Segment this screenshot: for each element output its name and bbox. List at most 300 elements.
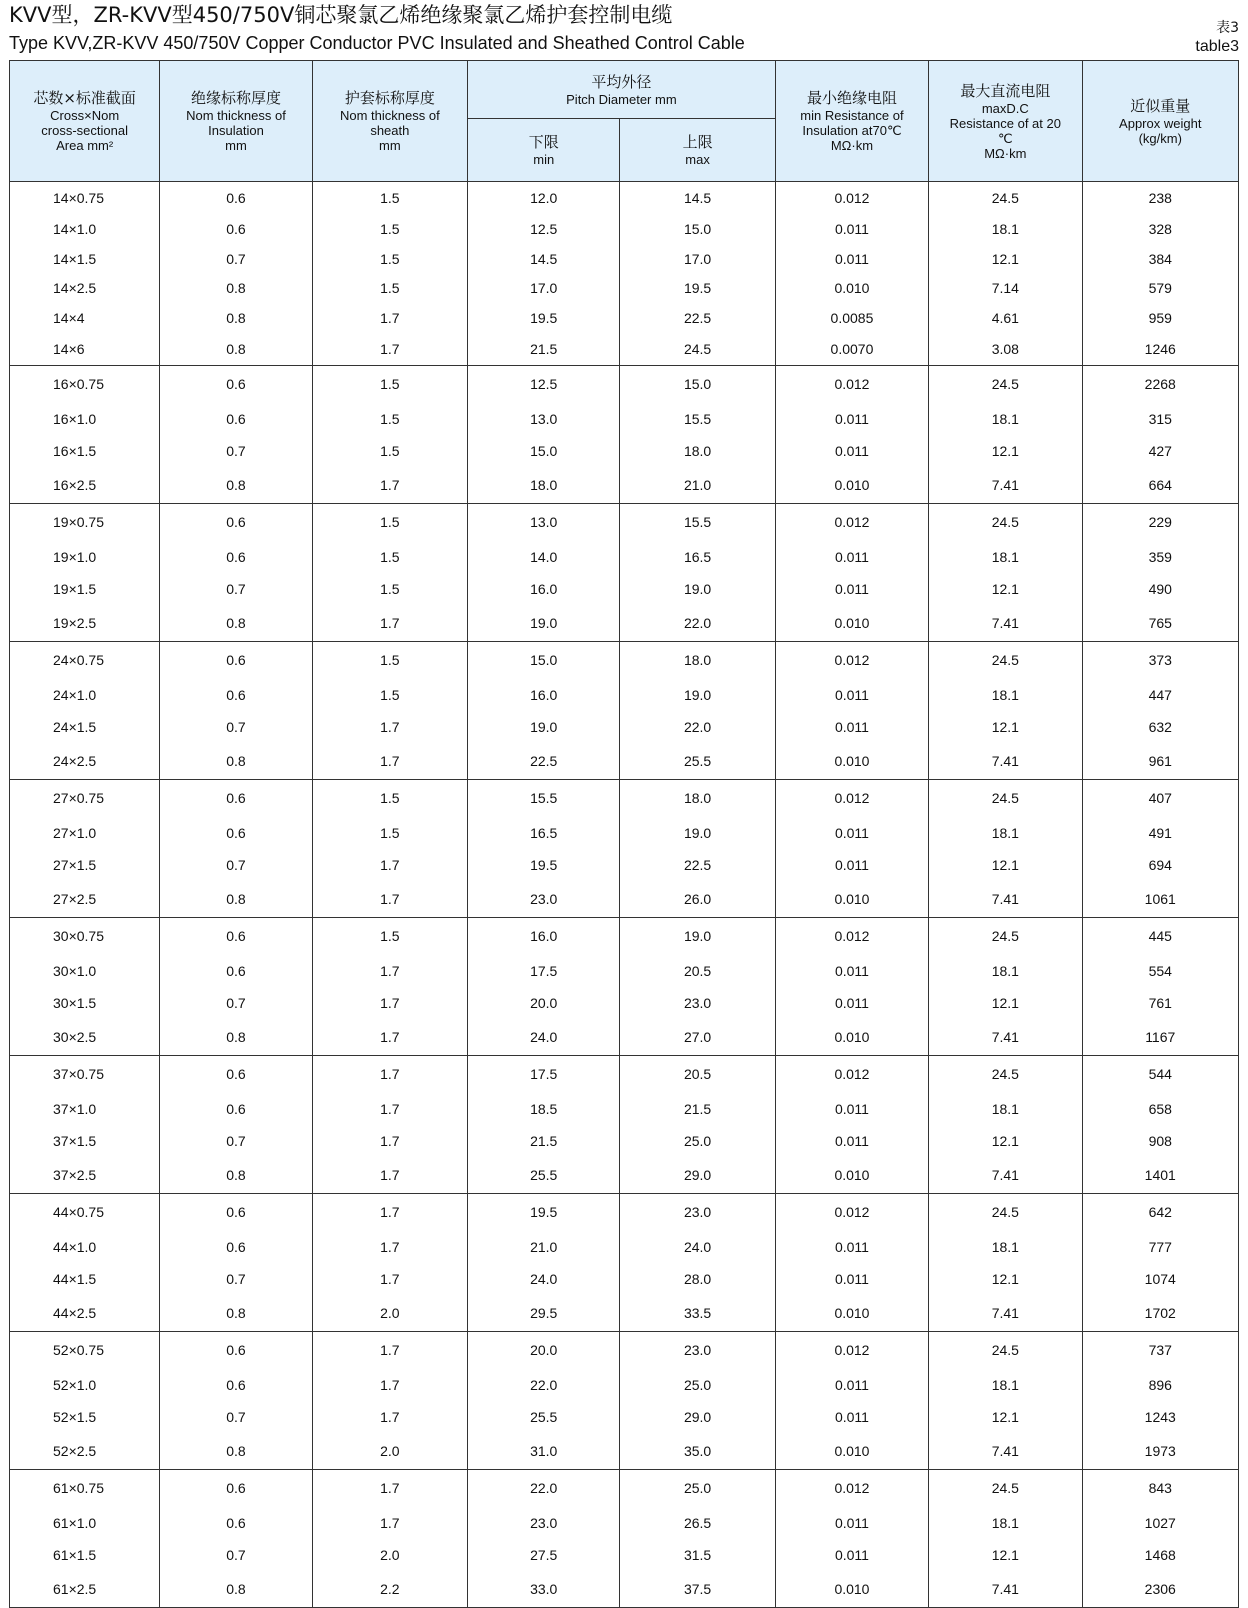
cell-insulation: 0.6	[160, 955, 312, 987]
cell-sheath: 1.7	[312, 605, 467, 642]
cell-diameter-min: 23.0	[468, 1507, 620, 1539]
cell-insulation: 0.6	[160, 366, 312, 403]
cell-insulation: 0.8	[160, 274, 312, 304]
cell-diameter-max: 27.0	[620, 1019, 775, 1056]
cell-weight: 427	[1082, 435, 1239, 467]
cell-dc-resistance: 24.5	[929, 1194, 1082, 1231]
table-row	[10, 1056, 1239, 1093]
cell-sheath: 2.2	[312, 1571, 467, 1608]
cell-diameter-max: 15.5	[620, 403, 775, 435]
cell-insulation-resistance: 0.010	[775, 1295, 928, 1332]
cell-weight: 490	[1082, 573, 1239, 605]
header-pitch-max	[620, 119, 775, 182]
cell-insulation-resistance: 0.011	[775, 541, 928, 573]
table-row	[10, 1125, 1239, 1157]
cell-sheath: 1.5	[312, 573, 467, 605]
cell-weight: 579	[1082, 274, 1239, 304]
cell-insulation-resistance: 0.011	[775, 679, 928, 711]
cell-weight: 373	[1082, 642, 1239, 679]
cell-cross-section: 16×2.5	[10, 467, 160, 504]
cell-sheath: 2.0	[312, 1539, 467, 1571]
cell-diameter-min: 25.5	[468, 1401, 620, 1433]
cell-diameter-max: 22.0	[620, 711, 775, 743]
cell-sheath: 1.5	[312, 366, 467, 403]
cell-insulation-resistance: 0.012	[775, 780, 928, 817]
cell-insulation-resistance: 0.011	[775, 1401, 928, 1433]
cell-diameter-min: 22.0	[468, 1369, 620, 1401]
cell-diameter-min: 21.5	[468, 333, 620, 366]
cell-cross-section: 27×0.75	[10, 780, 160, 817]
cell-cross-section: 14×0.75	[10, 182, 160, 215]
cell-dc-resistance: 7.41	[929, 605, 1082, 642]
cell-cross-section: 24×1.5	[10, 711, 160, 743]
header-max-dc-resistance	[929, 61, 1082, 182]
cell-sheath: 1.7	[312, 1194, 467, 1231]
cell-insulation: 0.8	[160, 303, 312, 333]
cell-sheath: 1.5	[312, 435, 467, 467]
cell-sheath: 1.5	[312, 182, 467, 215]
header-resistance-cn: 最小绝缘电阻	[806, 89, 897, 107]
cell-diameter-max: 22.5	[620, 849, 775, 881]
table-row	[10, 987, 1239, 1019]
cell-diameter-min: 21.0	[468, 1231, 620, 1263]
header-cross-section-en1: Cross×Nom	[50, 108, 120, 123]
cell-diameter-min: 12.0	[468, 182, 620, 215]
cell-insulation-resistance: 0.012	[775, 1332, 928, 1369]
cell-cross-section: 19×2.5	[10, 605, 160, 642]
cell-diameter-max: 22.5	[620, 303, 775, 333]
table-row	[10, 435, 1239, 467]
cell-diameter-min: 12.5	[468, 215, 620, 245]
cell-sheath: 1.7	[312, 987, 467, 1019]
cell-diameter-max: 26.0	[620, 881, 775, 918]
cell-weight: 384	[1082, 244, 1239, 274]
cell-insulation: 0.6	[160, 541, 312, 573]
cell-insulation: 0.7	[160, 1125, 312, 1157]
cell-insulation: 0.6	[160, 504, 312, 541]
cell-diameter-min: 19.5	[468, 303, 620, 333]
cell-insulation: 0.6	[160, 918, 312, 955]
header-cross-section-en3: Area mm²	[56, 138, 114, 153]
header-sheath-cn: 护套标称厚度	[344, 89, 435, 107]
table-row	[10, 403, 1239, 435]
cell-cross-section: 52×1.0	[10, 1369, 160, 1401]
cell-dc-resistance: 18.1	[929, 1231, 1082, 1263]
cell-weight: 658	[1082, 1093, 1239, 1125]
table-row	[10, 1332, 1239, 1369]
table-row	[10, 274, 1239, 304]
cell-sheath: 1.5	[312, 642, 467, 679]
header-pitch-en: Pitch Diameter mm	[566, 91, 677, 107]
cell-insulation-resistance: 0.012	[775, 366, 928, 403]
cell-diameter-max: 33.5	[620, 1295, 775, 1332]
cell-dc-resistance: 12.1	[929, 1401, 1082, 1433]
cell-dc-resistance: 7.41	[929, 1295, 1082, 1332]
cell-weight: 2306	[1082, 1571, 1239, 1608]
table-row	[10, 881, 1239, 918]
cell-insulation-resistance: 0.0070	[775, 333, 928, 366]
cell-insulation-resistance: 0.011	[775, 1539, 928, 1571]
cell-cross-section: 14×1.5	[10, 244, 160, 274]
cell-diameter-max: 22.0	[620, 605, 775, 642]
cell-insulation-resistance: 0.012	[775, 182, 928, 215]
table-row	[10, 1571, 1239, 1608]
cell-cross-section: 27×2.5	[10, 881, 160, 918]
cell-insulation: 0.7	[160, 244, 312, 274]
cell-dc-resistance: 3.08	[929, 333, 1082, 366]
cell-diameter-max: 35.0	[620, 1433, 775, 1470]
cell-sheath: 1.7	[312, 1093, 467, 1125]
cell-cross-section: 27×1.5	[10, 849, 160, 881]
cell-sheath: 1.5	[312, 215, 467, 245]
header-dc-en1: maxD.C	[981, 100, 1029, 116]
cell-dc-resistance: 12.1	[929, 1539, 1082, 1571]
cell-dc-resistance: 24.5	[929, 504, 1082, 541]
cell-weight: 908	[1082, 1125, 1239, 1157]
cell-diameter-max: 18.0	[620, 780, 775, 817]
cell-dc-resistance: 18.1	[929, 679, 1082, 711]
cell-dc-resistance: 24.5	[929, 780, 1082, 817]
table-row	[10, 711, 1239, 743]
cell-insulation-resistance: 0.011	[775, 1093, 928, 1125]
cell-insulation: 0.8	[160, 333, 312, 366]
table-row	[10, 955, 1239, 987]
cell-insulation-resistance: 0.010	[775, 605, 928, 642]
cell-insulation-resistance: 0.012	[775, 504, 928, 541]
header-insulation-thickness	[160, 61, 312, 182]
cell-cross-section: 27×1.0	[10, 817, 160, 849]
cell-weight: 1973	[1082, 1433, 1239, 1470]
cell-dc-resistance: 12.1	[929, 1263, 1082, 1295]
cell-weight: 407	[1082, 780, 1239, 817]
cell-cross-section: 44×1.5	[10, 1263, 160, 1295]
cell-weight: 737	[1082, 1332, 1239, 1369]
table-row	[10, 573, 1239, 605]
table-row	[10, 215, 1239, 245]
cell-diameter-min: 22.0	[468, 1470, 620, 1507]
cell-insulation-resistance: 0.011	[775, 435, 928, 467]
header-pitch-min	[468, 119, 620, 182]
header-dc-en4: MΩ·km	[984, 145, 1027, 161]
header-insulation-en1: Nom thickness of	[186, 108, 286, 123]
cell-weight: 1243	[1082, 1401, 1239, 1433]
cell-sheath: 1.5	[312, 817, 467, 849]
cell-diameter-max: 25.5	[620, 743, 775, 780]
cell-cross-section: 19×1.0	[10, 541, 160, 573]
cell-weight: 694	[1082, 849, 1239, 881]
table-row	[10, 1093, 1239, 1125]
cell-diameter-max: 29.0	[620, 1401, 775, 1433]
table-row	[10, 743, 1239, 780]
cell-weight: 777	[1082, 1231, 1239, 1263]
cell-dc-resistance: 18.1	[929, 403, 1082, 435]
cell-insulation-resistance: 0.012	[775, 642, 928, 679]
cell-diameter-min: 17.0	[468, 274, 620, 304]
cell-diameter-max: 21.0	[620, 467, 775, 504]
cell-weight: 1074	[1082, 1263, 1239, 1295]
cell-diameter-max: 29.0	[620, 1157, 775, 1194]
cell-sheath: 1.7	[312, 1470, 467, 1507]
cell-sheath: 1.7	[312, 1332, 467, 1369]
cell-diameter-max: 20.5	[620, 1056, 775, 1093]
cell-cross-section: 19×1.5	[10, 573, 160, 605]
cell-diameter-max: 16.5	[620, 541, 775, 573]
header-sheath-thickness	[312, 61, 467, 182]
cell-dc-resistance: 24.5	[929, 642, 1082, 679]
cell-sheath: 1.7	[312, 333, 467, 366]
cell-diameter-min: 29.5	[468, 1295, 620, 1332]
cell-dc-resistance: 18.1	[929, 1507, 1082, 1539]
cell-weight: 765	[1082, 605, 1239, 642]
cell-sheath: 1.5	[312, 403, 467, 435]
cell-cross-section: 44×0.75	[10, 1194, 160, 1231]
cell-insulation-resistance: 0.0085	[775, 303, 928, 333]
cell-insulation: 0.7	[160, 1263, 312, 1295]
cell-diameter-min: 17.5	[468, 1056, 620, 1093]
cell-weight: 1468	[1082, 1539, 1239, 1571]
cell-sheath: 1.5	[312, 274, 467, 304]
cell-cross-section: 24×0.75	[10, 642, 160, 679]
cell-weight: 961	[1082, 743, 1239, 780]
cell-cross-section: 37×2.5	[10, 1157, 160, 1194]
header-pitch-cn: 平均外径	[591, 72, 652, 91]
cell-weight: 1702	[1082, 1295, 1239, 1332]
cell-cross-section: 14×2.5	[10, 274, 160, 304]
header-sheath-en2: sheath	[370, 123, 410, 138]
cell-diameter-min: 16.5	[468, 817, 620, 849]
header-dc-en3: ℃	[998, 130, 1013, 146]
cell-sheath: 1.7	[312, 1056, 467, 1093]
cell-cross-section: 19×0.75	[10, 504, 160, 541]
cell-insulation-resistance: 0.011	[775, 987, 928, 1019]
cell-cross-section: 61×2.5	[10, 1571, 160, 1608]
cell-insulation-resistance: 0.011	[775, 403, 928, 435]
page-title-en: Type KVV,ZR-KVV 450/750V Copper Conductor PVC Insulated and Sheathed Control Cable	[9, 33, 745, 53]
cell-diameter-max: 18.0	[620, 642, 775, 679]
header-insulation-en2: Insulation	[208, 123, 264, 138]
cell-cross-section: 16×0.75	[10, 366, 160, 403]
cell-diameter-min: 21.5	[468, 1125, 620, 1157]
cell-weight: 359	[1082, 541, 1239, 573]
cell-weight: 761	[1082, 987, 1239, 1019]
cell-diameter-max: 19.0	[620, 573, 775, 605]
cell-cross-section: 14×6	[10, 333, 160, 366]
cell-weight: 664	[1082, 467, 1239, 504]
table-row	[10, 1369, 1239, 1401]
cell-sheath: 1.5	[312, 780, 467, 817]
header-dc-en2: Resistance of at 20	[949, 115, 1061, 131]
header-cross-section-en2: cross-sectional	[41, 123, 128, 138]
cell-diameter-min: 14.0	[468, 541, 620, 573]
cell-weight: 1401	[1082, 1157, 1239, 1194]
table-row	[10, 1231, 1239, 1263]
cell-insulation: 0.6	[160, 182, 312, 215]
header-approx-weight	[1082, 61, 1239, 182]
cell-diameter-min: 25.5	[468, 1157, 620, 1194]
cell-dc-resistance: 7.41	[929, 743, 1082, 780]
cell-dc-resistance: 18.1	[929, 215, 1082, 245]
cell-diameter-min: 22.5	[468, 743, 620, 780]
table-header	[10, 61, 1239, 182]
cell-insulation: 0.6	[160, 1194, 312, 1231]
cell-sheath: 2.0	[312, 1433, 467, 1470]
cell-dc-resistance: 24.5	[929, 1056, 1082, 1093]
cell-dc-resistance: 7.41	[929, 467, 1082, 504]
cell-dc-resistance: 12.1	[929, 711, 1082, 743]
cell-dc-resistance: 18.1	[929, 1093, 1082, 1125]
cell-insulation-resistance: 0.010	[775, 467, 928, 504]
cell-diameter-max: 31.5	[620, 1539, 775, 1571]
table-row	[10, 1507, 1239, 1539]
cell-weight: 328	[1082, 215, 1239, 245]
cell-insulation-resistance: 0.010	[775, 274, 928, 304]
cell-diameter-min: 18.5	[468, 1093, 620, 1125]
table-row	[10, 366, 1239, 403]
cell-insulation: 0.7	[160, 1401, 312, 1433]
cell-insulation-resistance: 0.011	[775, 573, 928, 605]
cell-insulation: 0.7	[160, 987, 312, 1019]
cell-insulation: 0.8	[160, 605, 312, 642]
cell-insulation-resistance: 0.011	[775, 244, 928, 274]
cell-cross-section: 61×0.75	[10, 1470, 160, 1507]
cell-diameter-max: 15.0	[620, 215, 775, 245]
cell-weight: 896	[1082, 1369, 1239, 1401]
table-row	[10, 504, 1239, 541]
cell-dc-resistance: 4.61	[929, 303, 1082, 333]
cell-diameter-min: 19.5	[468, 1194, 620, 1231]
cell-diameter-min: 15.0	[468, 435, 620, 467]
cell-insulation: 0.8	[160, 881, 312, 918]
cell-diameter-max: 23.0	[620, 1194, 775, 1231]
header-cross-section-cn: 芯数×标准截面	[33, 89, 136, 107]
cell-cross-section: 52×0.75	[10, 1332, 160, 1369]
table-row	[10, 541, 1239, 573]
header-sheath-en1: Nom thickness of	[340, 108, 440, 123]
spec-table	[9, 60, 1239, 1608]
cell-insulation: 0.6	[160, 1231, 312, 1263]
cell-diameter-max: 37.5	[620, 1571, 775, 1608]
table-row	[10, 1470, 1239, 1507]
cell-diameter-min: 24.0	[468, 1263, 620, 1295]
cell-insulation: 0.6	[160, 215, 312, 245]
header-weight-en1: Approx weight	[1119, 115, 1202, 131]
cell-insulation: 0.6	[160, 1470, 312, 1507]
table-row	[10, 1263, 1239, 1295]
cell-weight: 642	[1082, 1194, 1239, 1231]
cell-diameter-min: 24.0	[468, 1019, 620, 1056]
cell-dc-resistance: 7.41	[929, 1571, 1082, 1608]
cell-diameter-min: 12.5	[468, 366, 620, 403]
cell-insulation-resistance: 0.011	[775, 817, 928, 849]
cell-insulation-resistance: 0.010	[775, 1571, 928, 1608]
cell-diameter-max: 25.0	[620, 1125, 775, 1157]
header-sheath-en3: mm	[379, 138, 401, 153]
cell-diameter-max: 24.5	[620, 333, 775, 366]
cell-sheath: 1.7	[312, 1369, 467, 1401]
cell-diameter-max: 19.5	[620, 274, 775, 304]
cell-sheath: 1.5	[312, 679, 467, 711]
table-row	[10, 605, 1239, 642]
cell-diameter-max: 15.5	[620, 504, 775, 541]
cell-dc-resistance: 24.5	[929, 1470, 1082, 1507]
cell-diameter-max: 19.0	[620, 918, 775, 955]
cell-insulation-resistance: 0.011	[775, 1507, 928, 1539]
cell-cross-section: 16×1.0	[10, 403, 160, 435]
table-row	[10, 244, 1239, 274]
table-row	[10, 333, 1239, 366]
cell-diameter-min: 13.0	[468, 504, 620, 541]
cell-cross-section: 30×1.5	[10, 987, 160, 1019]
cell-insulation-resistance: 0.011	[775, 215, 928, 245]
cell-cross-section: 44×2.5	[10, 1295, 160, 1332]
cell-diameter-max: 26.5	[620, 1507, 775, 1539]
cell-weight: 1167	[1082, 1019, 1239, 1056]
header-max-cn: 上限	[682, 133, 713, 151]
cell-cross-section: 24×1.0	[10, 679, 160, 711]
cell-diameter-min: 19.5	[468, 849, 620, 881]
cell-cross-section: 61×1.0	[10, 1507, 160, 1539]
cell-insulation: 0.6	[160, 780, 312, 817]
cell-sheath: 1.7	[312, 711, 467, 743]
cell-cross-section: 37×0.75	[10, 1056, 160, 1093]
cell-insulation: 0.6	[160, 1093, 312, 1125]
table-row	[10, 679, 1239, 711]
table-row	[10, 1539, 1239, 1571]
cell-cross-section: 37×1.5	[10, 1125, 160, 1157]
cell-sheath: 1.5	[312, 244, 467, 274]
cell-sheath: 1.7	[312, 1231, 467, 1263]
cell-cross-section: 44×1.0	[10, 1231, 160, 1263]
table-row	[10, 303, 1239, 333]
cell-diameter-min: 19.0	[468, 605, 620, 642]
table-row	[10, 1295, 1239, 1332]
cell-insulation-resistance: 0.012	[775, 1056, 928, 1093]
table-tag-cn: 表3	[1216, 20, 1239, 36]
cell-dc-resistance: 7.14	[929, 274, 1082, 304]
cell-cross-section: 30×0.75	[10, 918, 160, 955]
cell-cross-section: 30×1.0	[10, 955, 160, 987]
cell-cross-section: 24×2.5	[10, 743, 160, 780]
cell-insulation: 0.7	[160, 711, 312, 743]
page-title-cn: KVV型，ZR-KVV型450/750V铜芯聚氯乙烯绝缘聚氯乙烯护套控制电缆	[9, 3, 673, 27]
cell-diameter-max: 28.0	[620, 1263, 775, 1295]
header-max-en: max	[685, 152, 710, 167]
cell-dc-resistance: 24.5	[929, 182, 1082, 215]
cell-cross-section: 61×1.5	[10, 1539, 160, 1571]
cell-sheath: 1.7	[312, 1401, 467, 1433]
cell-sheath: 1.7	[312, 1507, 467, 1539]
cell-insulation: 0.8	[160, 1433, 312, 1470]
cell-insulation-resistance: 0.012	[775, 1194, 928, 1231]
cell-dc-resistance: 7.41	[929, 1433, 1082, 1470]
cell-insulation: 0.8	[160, 1295, 312, 1332]
cell-insulation-resistance: 0.011	[775, 849, 928, 881]
table-row	[10, 817, 1239, 849]
cell-dc-resistance: 7.41	[929, 881, 1082, 918]
header-min-cn: 下限	[528, 133, 559, 151]
cell-cross-section: 52×2.5	[10, 1433, 160, 1470]
cell-dc-resistance: 18.1	[929, 955, 1082, 987]
header-dc-cn: 最大直流电阻	[960, 81, 1051, 100]
cell-weight: 959	[1082, 303, 1239, 333]
cell-insulation: 0.6	[160, 1056, 312, 1093]
header-resistance-en2: Insulation at70℃	[802, 123, 902, 138]
cell-insulation-resistance: 0.010	[775, 743, 928, 780]
cell-weight: 315	[1082, 403, 1239, 435]
cell-dc-resistance: 12.1	[929, 244, 1082, 274]
cell-weight: 843	[1082, 1470, 1239, 1507]
cell-sheath: 1.5	[312, 918, 467, 955]
